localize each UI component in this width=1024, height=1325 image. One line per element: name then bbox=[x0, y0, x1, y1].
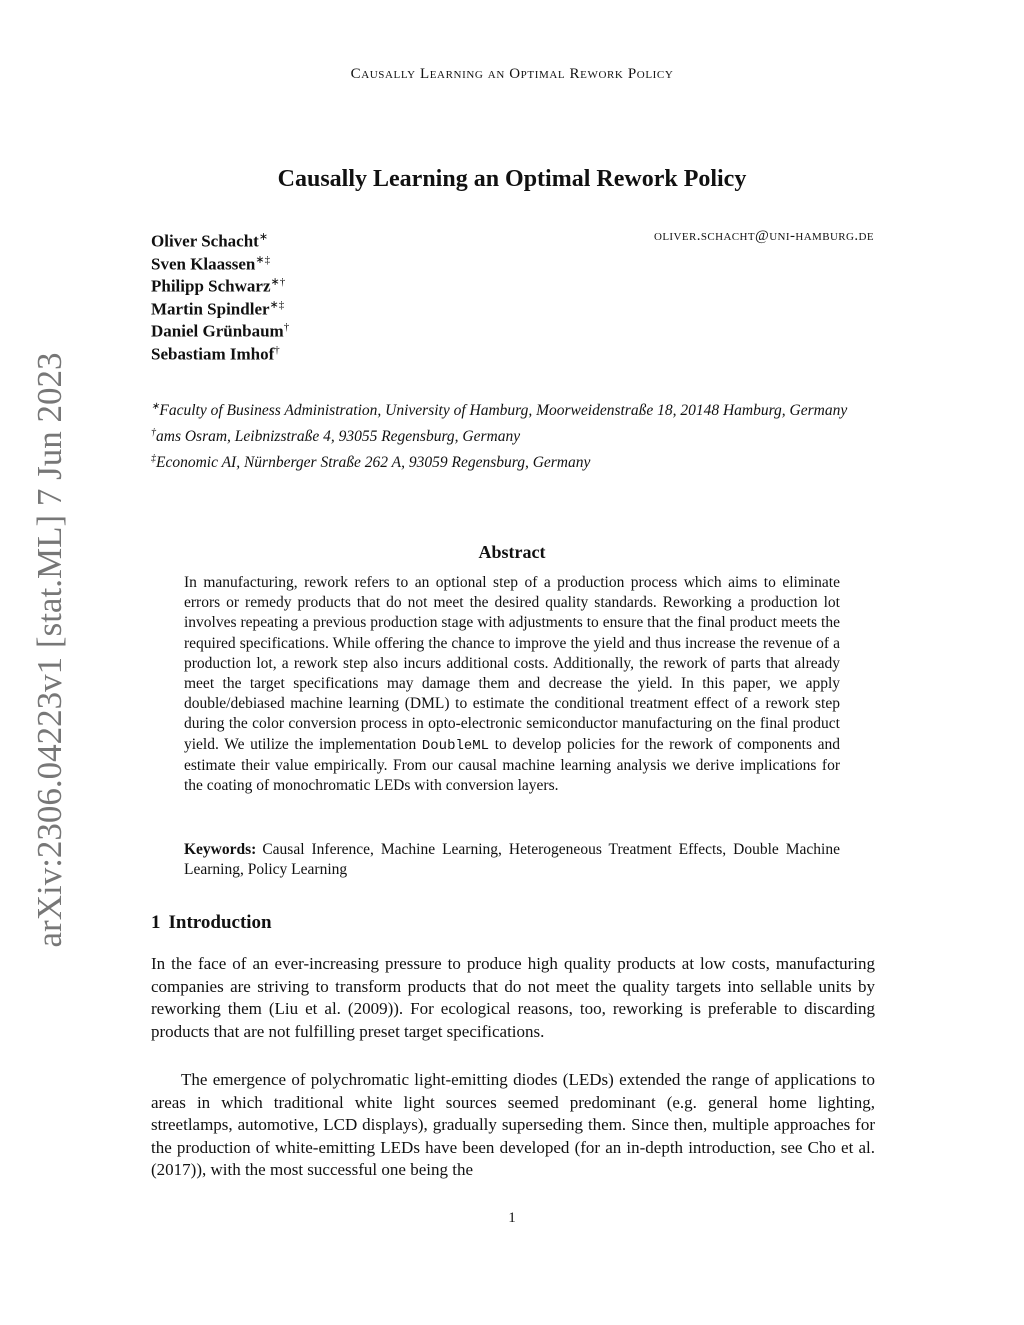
keywords-text: Causal Inference, Machine Learning, Heterogeneous Treatment Effects, Double Machine Learning, Policy Learning bbox=[184, 841, 840, 879]
body-paragraph: In the face of an ever-increasing pressure to produce high quality products at low costs, manufacturing companies are striving to transform products that do not meet the quality targets into sellable units by reworking them (Liu et al. (2009)). For ecological reasons, too, reworking is preferable to discarding products that are not fulfilling preset target specifications. bbox=[151, 954, 875, 1041]
affiliation: ‡Economic AI, Nürnberger Straße 262 A, 93059 Regensburg, Germany bbox=[151, 453, 591, 472]
author: Sebastiam Imhof† bbox=[151, 343, 280, 364]
affiliations bbox=[151, 396, 875, 474]
author-email[interactable]: oliver.schacht@uni-hamburg.de bbox=[653, 228, 874, 244]
author: Daniel Grünbaum† bbox=[151, 321, 290, 341]
author: Sven Klaassen∗‡ bbox=[151, 253, 271, 274]
code-doubleml: DoubleML bbox=[421, 737, 490, 754]
arxiv-watermark: arXiv:2306.04223v1 [stat.ML] 7 Jun 2023 bbox=[30, 352, 69, 948]
keywords bbox=[184, 840, 840, 880]
page-number: 1 bbox=[508, 1210, 516, 1226]
body-paragraph: The emergence of polychromatic light-emitting diodes (LEDs) extended the range of applications to areas in which traditional white light sources seemed predominant (e.g. general home lighting, streetlamps, automotive, LCD displays), gradually superseding them. Since then, multiple approaches for the production of white-emitting LEDs have been developed (for an in-depth introduction, see Cho et al. (2017)), with the most successful one being the bbox=[151, 1070, 875, 1180]
abstract-text: In manufacturing, rework refers to an optional step of a production process which aims to eliminate errors or remedy products that do not meet the desired quality standards. Reworking a production lot involves repeating a previous production stage with adjustments to ensure that the final product meets the required specifications. While offering the chance to improve the yield and thus increase the revenue of a production lot, a rework step also incurs additional costs. Additionally, the rework of parts that already meet the target specifications may damage them and decrease the yield. In this paper, we apply double/debiased machine learning (DML) to estimate the conditional treatment effect of a rework step during the color conversion process in opto-electronic semiconductor manufacturing on the final product yield. We utilize the implementation DoubleML to develop policies for the rework of components and estimate their value empirically. From our causal machine learning analysis we derive implications for the coating of monochromatic LEDs with conversion layers. bbox=[184, 574, 840, 795]
abstract-heading: Abstract bbox=[478, 542, 546, 562]
author-list bbox=[151, 226, 290, 364]
author: Martin Spindler∗‡ bbox=[151, 298, 285, 319]
section-heading: 1 Introduction bbox=[151, 912, 272, 933]
paper-title: Causally Learning an Optimal Rework Policy bbox=[277, 166, 747, 192]
author: Philipp Schwarz∗† bbox=[151, 276, 286, 296]
affiliation: †ams Osram, Leibnizstraße 4, 93055 Regensburg, Germany bbox=[151, 427, 521, 446]
affiliation: ∗Faculty of Business Administration, University of Hamburg, Moorweidenstraße 18, 20148 Hamburg, Germany bbox=[151, 401, 848, 420]
author: Oliver Schacht∗ bbox=[151, 231, 269, 251]
running-head: Causally Learning an Optimal Rework Policy bbox=[350, 66, 674, 82]
keywords-label: Keywords: bbox=[184, 841, 257, 858]
